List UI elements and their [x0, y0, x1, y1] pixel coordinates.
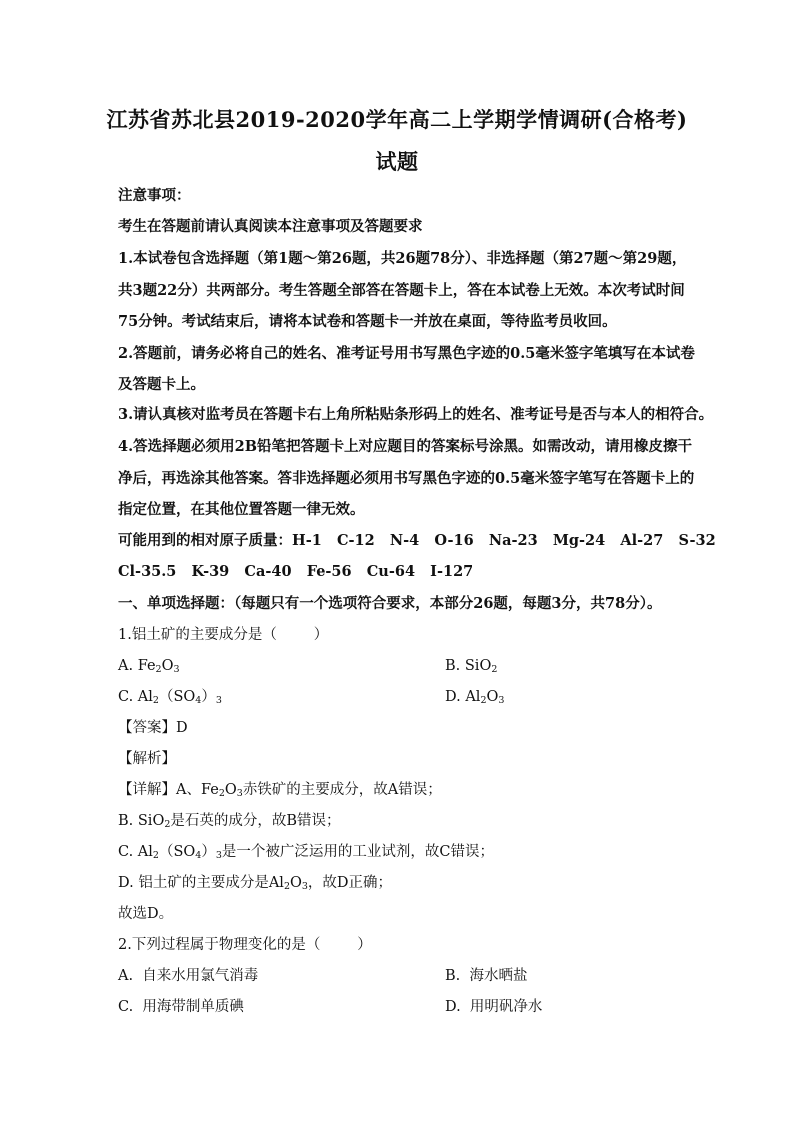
- q2-option-d: D. 用明矾净水: [445, 999, 543, 1015]
- q2-option-c: C. 用海带制单质碘: [118, 999, 244, 1015]
- q1-detail-c: C. $Al_2(SO_4)_3$是一个被广泛运用的工业试剂，故C错误；: [118, 844, 494, 861]
- notice-item-1-cont2: 75分钟。考试结束后，请将本试卷和答题卡一并放在桌面，等待监考员收回。: [118, 313, 617, 330]
- q1-detail-a: 【详解】A、$Fe_2O_3$赤铁矿的主要成分，故A错误；: [118, 782, 442, 799]
- q1-detail-d: D. 铝土矿的主要成分是$Al_2O_3$，故D正确；: [118, 875, 393, 892]
- section-heading: 一、单项选择题：（每题只有一个选项符合要求，本部分26题，每题3分，共78分）。: [118, 595, 662, 612]
- document-title: 江苏省苏北县2019-2020学年高二上学期学情调研(合格考): [106, 107, 688, 132]
- q1-option-d: D. $Al_2O_3$: [445, 689, 505, 706]
- q1-option-a: A. $Fe_2O_3$: [118, 658, 180, 675]
- notice-item-4-cont: 净后，再选涂其他答案。答非选择题必须用书写黑色字迹的0.5毫米签字笔写在答题卡上的: [118, 470, 695, 487]
- document-title-line2: 试题: [375, 149, 419, 174]
- notice-item-4: 4.答选择题必须用2B铅笔把答题卡上对应题目的答案标号涂黑。如需改动，请用橡皮擦干: [118, 438, 692, 455]
- atomic-masses: 可能用到的相对原子质量：H-1 C-12 N-4 O-16 Na-23 Mg-24 Al-27 S-32: [118, 532, 716, 549]
- q1-option-c: C. $Al_2(SO_4)_3$: [118, 689, 222, 706]
- notice-heading: 注意事项：: [118, 187, 191, 204]
- notice-item-2-cont: 及答题卡上。: [118, 376, 205, 393]
- q2-option-b: B. 海水晒盐: [445, 968, 528, 984]
- q1-detail-b: B. SiO$_2$是石英的成分，故B错误；: [118, 813, 341, 830]
- q1-answer: 【答案】D: [118, 720, 188, 736]
- notice-item-2: 2.答题前，请务必将自己的姓名、准考证号用书写黑色字迹的0.5毫米签字笔填写在本试卷: [118, 345, 695, 362]
- q1-analysis-label: 【解析】: [118, 751, 176, 767]
- notice-item-1-cont: 共3题22分）共两部分。考生答题全部答在答题卡上，答在本试卷上无效。本次考试时间: [118, 282, 685, 299]
- notice-item-4-cont2: 指定位置，在其他位置答题一律无效。: [118, 501, 365, 518]
- atomic-masses-cont: Cl-35.5 K-39 Ca-40 Fe-56 Cu-64 I-127: [118, 563, 474, 580]
- notice-intro: 考生在答题前请认真阅读本注意事项及答题要求: [118, 218, 423, 235]
- notice-item-1: 1.本试卷包含选择题（第1题～第26题，共26题78分）、非选择题（第27题～第29题，: [118, 250, 687, 267]
- question-1-stem: 1.铝土矿的主要成分是（ ）: [118, 627, 329, 643]
- q1-option-b: B. SiO$_2$: [445, 658, 498, 675]
- notice-item-3: 3.请认真核对监考员在答题卡右上角所粘贴条形码上的姓名、准考证号是否与本人的相符合。: [118, 406, 714, 423]
- q1-conclusion: 故选D。: [118, 906, 174, 922]
- question-2-stem: 2.下列过程属于物理变化的是（ ）: [118, 937, 372, 953]
- q2-option-a: A. 自来水用氯气消毒: [118, 968, 259, 984]
